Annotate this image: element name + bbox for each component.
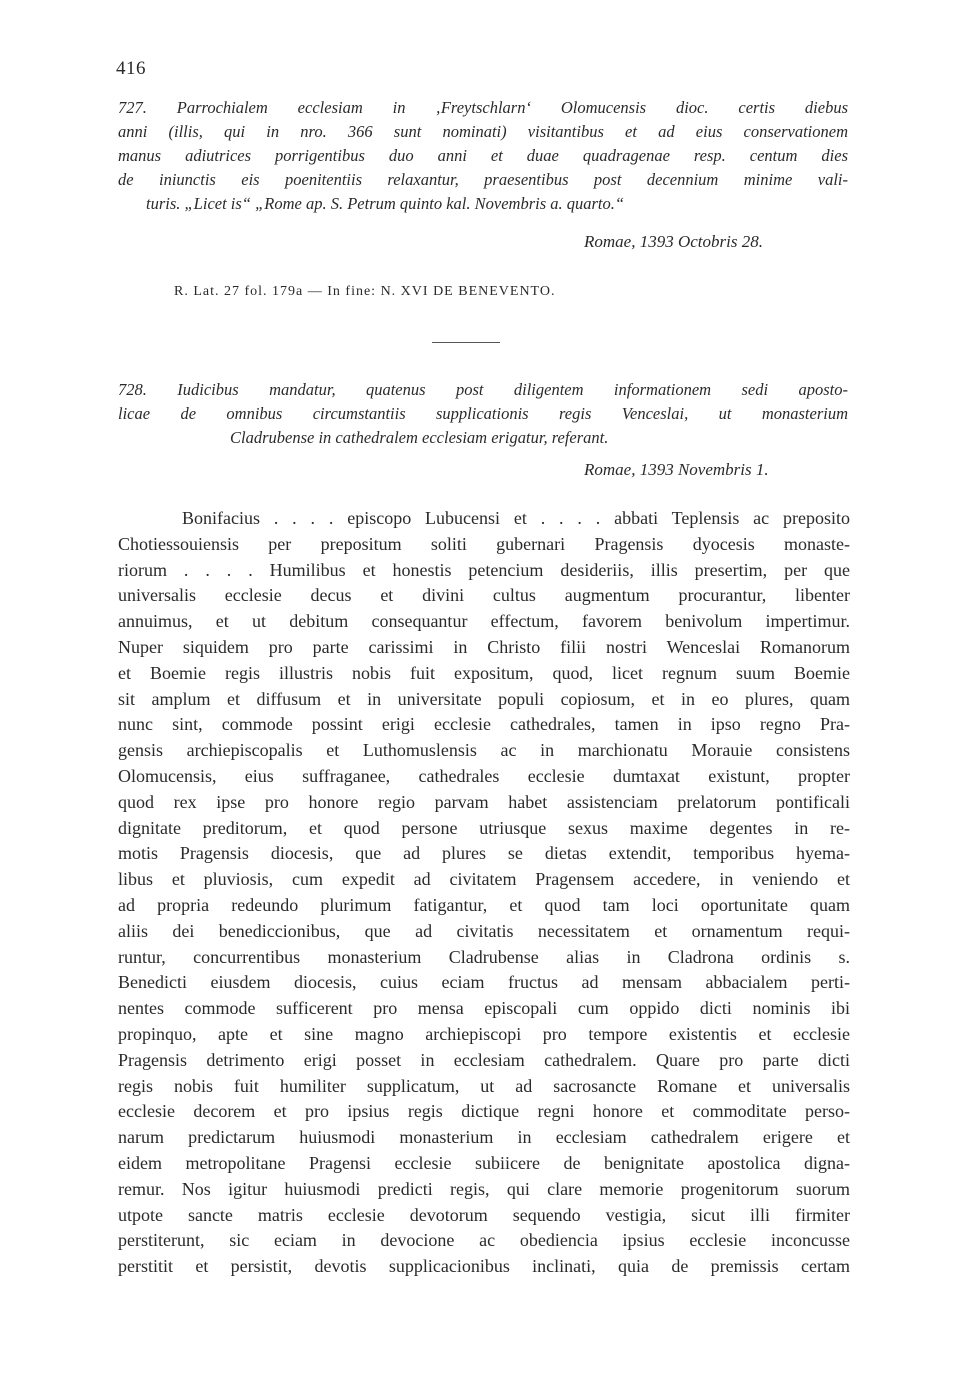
body-line: dignitate preditorum, et quod persone utriusque sexus maxime degentes in re- — [118, 817, 850, 838]
body-line: et Boemie regis illustris nobis fuit expositum, quod, licet regnum suum Boemie — [118, 662, 850, 683]
body-line: ecclesie decorem et pro ipsius regis dictique regni honore et commoditate perso- — [118, 1101, 850, 1122]
body-line: narum predictarum huiusmodi monasterium in ecclesiam cathedralem erigere et — [118, 1127, 850, 1148]
body-line: sit amplum et diffusum et in universitate populi copiosum, et in eo plures, quam — [118, 688, 850, 709]
body-line: universalis ecclesie decus et divini cultus augmentum procurantur, libenter — [118, 585, 850, 606]
body-line: riorum . . . . Humilibus et honestis petencium desideriis, illis presertim, per que — [118, 559, 850, 580]
body-line: runtur, concurrentibus monasterium Cladrubense alias in Cladrona ordinis s. — [118, 946, 850, 967]
body-line: Pragensis detrimento erigi posset in ecclesiam cathedralem. Quare pro parte dicti — [118, 1049, 850, 1070]
entry-728-line: Cladrubense in cathedralem ecclesiam erigatur, referant. — [230, 428, 609, 447]
body-line: aliis dei benediccionibus, que ad civitatis necessitatem et ornamentum requi- — [118, 920, 850, 941]
body-line: motis Pragensis diocesis, que ad plures se dietas extendit, temporibus hyema- — [118, 843, 850, 864]
body-line: nunc sint, commode possint erigi ecclesie cathedrales, tamen in ipso regno Pra- — [118, 714, 850, 735]
body-line: nentes commode sufficerent pro mensa episcopali cum oppido dicti nominis ibi — [118, 998, 850, 1019]
body-line: propinquo, apte et sine magno archiepiscopi pro tempore existentis et ecclesie — [118, 1023, 850, 1044]
body-line: Benedicti eiusdem diocesis, cuius eciam fructus ad mensam abbacialem perti- — [118, 972, 850, 993]
entry-728-dateline: Romae, 1393 Novembris 1. — [584, 460, 769, 479]
body-line: Chotiessouiensis per prepositum soliti gubernari Pragensis dyocesis monaste- — [118, 533, 850, 554]
entry-728-line: licae de omnibus circumstantiis supplicationis regis Venceslai, ut monasterium — [118, 404, 848, 423]
document-body — [118, 506, 850, 1280]
body-line: annuimus, et ut debitum consequantur effectum, favorem benivolum impertimur. — [118, 611, 850, 632]
entry-728-line: 728. Iudicibus mandatur, quatenus post diligentem informationem sedi aposto- — [118, 380, 848, 399]
entry-727-dateline: Romae, 1393 Octobris 28. — [584, 232, 763, 251]
body-line: Olomucensis, eius suffraganee, cathedrales ecclesie dumtaxat existunt, propter — [118, 765, 850, 786]
body-line: perstitit et persistit, devotis supplicacionibus inclinati, quia de premissis certam — [118, 1256, 850, 1277]
entry-728-regest — [118, 378, 848, 450]
body-line: remur. Nos igitur huiusmodi predicti regis, qui clare memorie progenitorum suorum — [118, 1178, 850, 1199]
body-line: Nuper siquidem pro parte carissimi in Christo filii nostri Wenceslai Romanorum — [118, 636, 850, 657]
body-line: regis nobis fuit humiliter supplicatum, ut ad sacrosancte Romane et universalis — [118, 1075, 850, 1096]
body-line: Bonifacius . . . . episcopo Lubucensi et . . . . abbati Teplensis ac preposito — [182, 508, 850, 528]
entry-727-line: anni (illis, qui in nro. 366 sunt nominati) visitantibus et ad eius conservationem — [118, 122, 848, 141]
section-divider — [432, 342, 500, 343]
body-line: utpote sancte matris ecclesie devotorum sequendo vestigia, sicut illi firmiter — [118, 1204, 850, 1225]
entry-727-source: R. Lat. 27 fol. 179a — In fine: N. XVI DE BENEVENTO. — [174, 284, 556, 299]
entry-727-regest — [118, 96, 848, 216]
body-line: perstiterunt, sic eciam in devocione ac obediencia ipsius ecclesie inconcusse — [118, 1230, 850, 1251]
body-line: gensis archiepiscopalis et Luthomuslensis ac in marchionatu Morauie consistens — [118, 740, 850, 761]
entry-727-line: manus adiutrices porrigentibus duo anni et duae quadragenae resp. centum dies — [118, 146, 848, 165]
entry-727-line: de iniunctis eis poenitentiis relaxantur, praesentibus post decennium minime vali- — [118, 170, 848, 189]
body-line: quod rex ipse pro honore regio parvam habet assistenciam prelatorum pontificali — [118, 791, 850, 812]
body-line: libus et pluviosis, cum expedit ad civitatem Pragensem accedere, in veniendo et — [118, 869, 850, 890]
entry-727-line: turis. „Licet is“ „Rome ap. S. Petrum quinto kal. Novembris a. quarto.“ — [146, 194, 625, 213]
entry-727-line: 727. Parrochialem ecclesiam in ‚Freytschlarn‘ Olomucensis dioc. certis diebus — [118, 98, 848, 117]
page-number: 416 — [116, 58, 146, 79]
body-line: ad propria redeundo plurimum fatigantur, et quod tam loci oportunitate quam — [118, 894, 850, 915]
body-line: eidem metropolitane Pragensi ecclesie subiicere de benignitate apostolica digna- — [118, 1152, 850, 1173]
